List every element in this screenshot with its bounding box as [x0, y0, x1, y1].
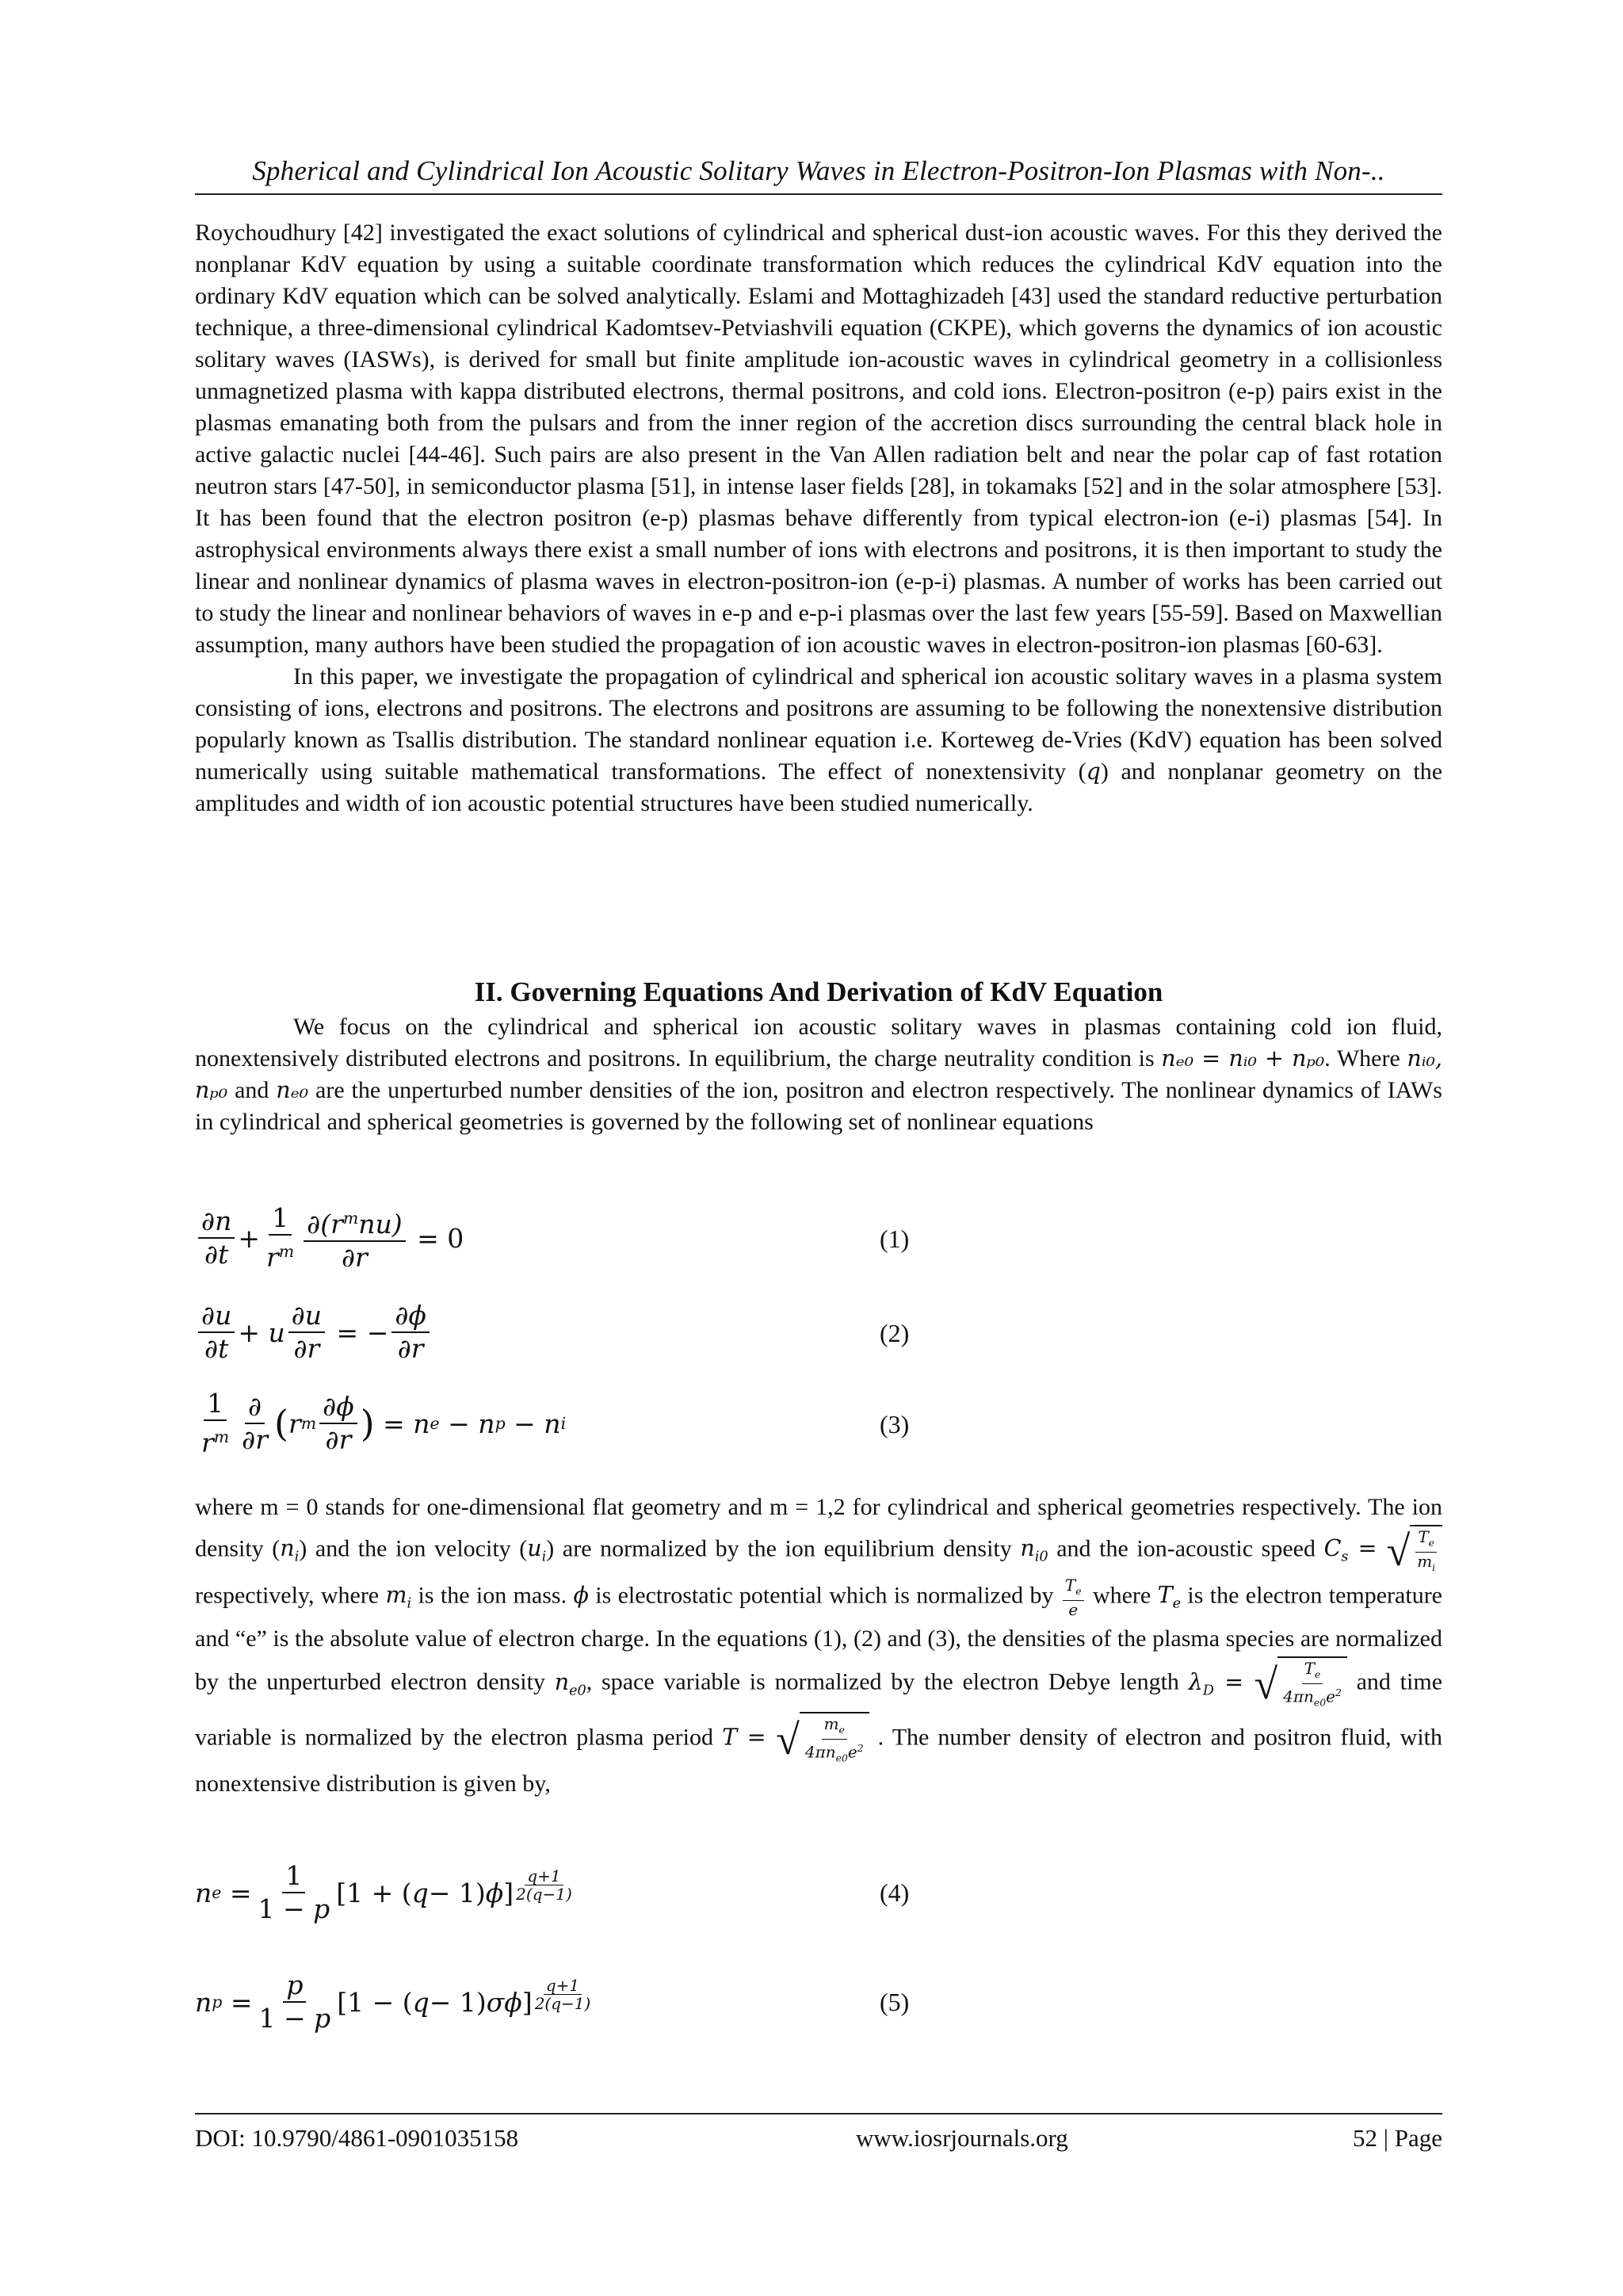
footer-doi: DOI: 10.9790/4861-0901035158 [195, 2124, 519, 2152]
equation-4: n e = $\frac{1}{1 - p}$ [1 + ( q − 1) ϕ ] $^{\frac{q+1}{2(q-1)}}$ [195, 1860, 572, 1924]
equation-2: $\frac{\partial u}{\partial t}$ + u $\frac{\partial u}{\partial r}$ = − $\frac{\partial\phi}{\partial r}$ [195, 1301, 433, 1364]
header-rule [195, 193, 1442, 195]
running-title: Spherical and Cylindrical Ion Acoustic Solitary Waves in Electron-Positron-Ion Plasmas with Non-.. [252, 155, 1385, 186]
equation-1: $\frac{\partial n}{\partial t}$ + $\frac{1}{r^m}$ $\frac{\partial(r^mnu)}{\partial r}$ = 0 [195, 1206, 464, 1270]
paragraph-intro-1: Roychoudhury [42] investigated the exact solutions of cylindrical and spherical dust-ion acoustic waves. For this they derived the nonplanar KdV equation by using a suitable coordinate transformation which reduces the cylindrical KdV equation into the ordinary KdV equation which can be solved analytically. Eslami and Mottaghizadeh [43] used the standard reductive perturbation technique, a three-dimensional cylindrical Kadomtsev-Petviashvili equation (CKPE), which governs the dynamics of ion acoustic solitary waves (IASWs), is derived for small but finite amplitude ion-acoustic waves in cylindrical geometry in a collisionless unmagnetized plasma with kappa distributed electrons, thermal positrons, and cold ions. Electron-positron (e-p) pairs exist in the plasmas emanating both from the pulsars and from the inner region of the accretion discs surrounding the central black hole in active galactic nuclei [44-46]. Such pairs are also present in the Van Allen radiation belt and near the polar cap of fast rotation neutron stars [47-50], in semiconductor plasma [51], in intense laser fields [28], in tokamaks [52] and in the solar atmosphere [53]. It has been found that the electron positron (e-p) plasmas behave differently from typical electron-ion (e-i) plasmas [54]. In astrophysical environments always there exist a small number of ions with electrons and positrons, it is then important to study the linear and nonlinear dynamics of plasma waves in electron-positron-ion (e-p-i) plasmas. A number of works has been carried out to study the linear and nonlinear behaviors of waves in e-p and e-p-i plasmas over the last few years [55-59]. Based on Maxwellian assumption, many authors have been studied the propagation of ion acoustic waves in electron-positron-ion plasmas [60-63]. [195, 220, 1442, 658]
normalization-text [195, 1490, 1442, 1801]
paragraph-sec2: We focus on the cylindrical and spherical ion acoustic solitary waves in plasmas containing cold ion fluid, nonextensively distributed electrons and positrons. In equilibrium, the charge neutrality condition is nₑ₀ = nᵢ₀ + nₚ₀. Where nᵢ₀, nₚ₀ and nₑ₀ are the unperturbed number densities of the ion, positron and electron respectively. The nonlinear dynamics of IAWs in cylindrical and spherical geometries is governed by the following set of nonlinear equations [195, 1014, 1442, 1135]
equation-1-label: (1) [880, 1224, 910, 1253]
equation-3: $\frac{1}{r^m}$ $\frac{\partial}{\partial r}$ ( r m $\frac{\partial\phi}{\partial r}$ ) = n e − n p − n i [201, 1388, 567, 1458]
equation-5: n p = $\frac{p}{1 - p}$ [1 − ( q − 1) σϕ ] $^{\frac{q+1}{2(q-1)}}$ [195, 1969, 591, 2034]
footer-page-number: 52 | Page [1353, 2124, 1442, 2152]
equation-2-label: (2) [880, 1319, 910, 1347]
section2-text [195, 1011, 1442, 1138]
equation-5-label: (5) [880, 1988, 910, 2016]
section-heading: II. Governing Equations And Derivation of KdV Equation [474, 976, 1163, 1007]
intro-text [195, 217, 1442, 819]
equation-4-label: (4) [880, 1878, 910, 1907]
equation-3-label: (3) [880, 1410, 910, 1438]
paragraph-intro-2: In this paper, we investigate the propagation of cylindrical and spherical ion acoustic solitary waves in a plasma system consisting of ions, electrons and positrons. The electrons and positrons are assuming to be following the nonextensive distribution popularly known as Tsallis distribution. The standard nonlinear equation i.e. Korteweg de-Vries (KdV) equation has been solved numerically using suitable mathematical transformations. The effect of nonextensivity (q) and nonplanar geometry on the amplitudes and width of ion acoustic potential structures have been studied numerically. [195, 663, 1443, 816]
paragraph-normalization: where m = 0 stands for one-dimensional flat geometry and m = 1,2 for cylindrical and spherical geometries respectively. The ion density $(n_i)$ and the ion velocity $(u_i)$ are normalized by the ion equilibrium density $n_{i0}$ and the ion-acoustic speed $C_s$ = √ $\frac{T_e}{m_i}$ respectively, where $m_i$ is the ion mass. ϕ is electrostatic potential which is normalized by $\frac{T_e}{e}$ where $T_e$ is the electron temperature and “e” is the absolute value of electron charge. In the equations (1), (2) and (3), the densities of the plasma species are normalized by the unperturbed electron density $n_{e0}$, space variable is normalized by the electron Debye length $\lambda_D$ = √ $\frac{T_e}{4\pi n_{e0}e^2}$ and time variable is normalized by the electron plasma period T = √ $\frac{m_e}{4\pi n_{e0}e^2}$ . The number density of electron and positron fluid, with nonextensive distribution is given by, [195, 1494, 1443, 1797]
footer-website: www.iosrjournals.org [856, 2124, 1068, 2152]
footer-rule [195, 2113, 1442, 2115]
